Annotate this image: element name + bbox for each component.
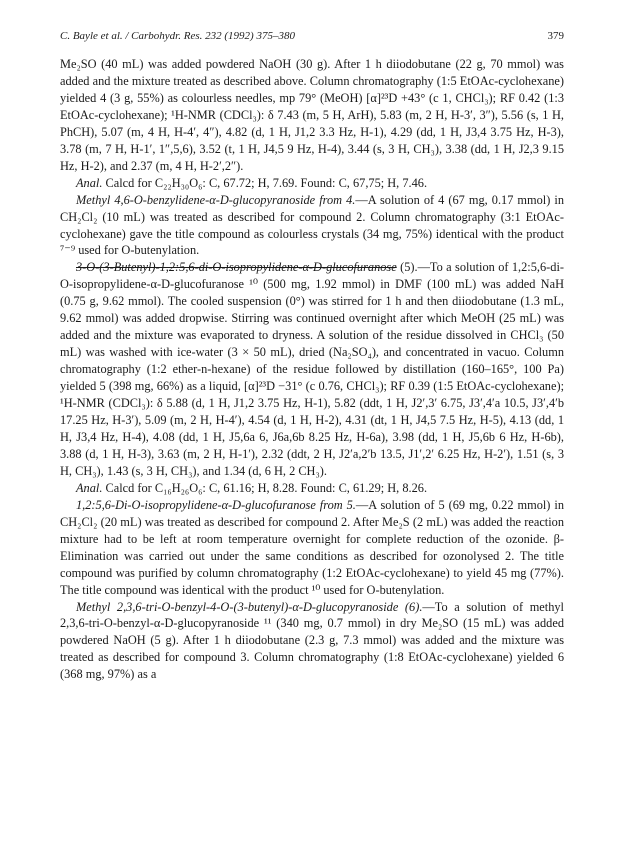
paragraph-text: Me₂SO (40 mL) was added powdered NaOH (30 g). After 1 h diiodobutane (22 g, 70 mmol) was added and the mixture treated as described above. Column chromatography (1:5 EtOAc-cyclohexane) yielded 4 (3 g, 55%) as colourless needles, mp 79° (MeOH) [α]²³D +43° (c 1, CHCl₃); RF 0.42 (1:3 EtOAc-cyclohexane); ¹H-NMR (CDCl₃): δ 7.43 (m, 5 H, ArH), 5.83 (m, 2 H, H-3′, 3″), 5.56 (s, 1 H, PhCH), 5.07 (m, 4 H, H-4′, 4″), 4.82 (d, 1 H, J1,2 3.3 Hz, H-1), 4.29 (dd, 1 H, J3,4 3.75 Hz, H-3), 3.78 (m, 7 H, H-1′, 1″,5,6), 3.52 (t, 1 H, J4,5 9 Hz, H-4), 3.44 (s, 3 H, CH₃), 3.38 (dd, 1 H, J2,3 9.15 Hz, H-2), and 2.37 (m, 4 H, H-2′,2″). (60, 57, 564, 173)
paragraph-text: —A solution of 5 (69 mg, 0.22 mmol) in CH₂Cl₂ (20 mL) was treated as described for compound 2. After Me₂S (2 mL) was added the reaction mixture had to be left at room temperature overnight for complete reduction of the ozonide. β-Elimination was carried out under the same conditions as described for ozonolysed 2. The title compound was purified by column chromatography (1:2 EtOAc-cyclohexane) to yield 45 mg (77%). The title compound was identical with the product ¹⁰ used for O-butenylation. (60, 497, 564, 597)
paragraph-text: (5).—To a solution of 1,2:5,6-di-O-isopropylidene-α-D-glucofuranose ¹⁰ (500 mg, 1.92 mmol) in DMF (100 mL) was added NaH (0.75 g, 9.62 mmol). The cooled suspension (0°) was stirred for 1 h and then diiodobutane (1.3 mL, 9.62 mmol) was added dropwise. Stirring was continued overnight after which MeOH (25 mL) was added and the mixture was evaporated to dryness. A solution of the residue dissolved in CHCl₃ (50 mL) was washed with ice-water (3 × 50 mL), dried (Na₂SO₄), and concentrated in vacuo. Column chromatography (1:2 ether-n-hexane) of the residue followed by distillation (160–165°, 100 Pa) yielded 5 (398 mg, 66%) as a liquid, [α]²³D −31° (c 0.76, CHCl₃); RF 0.39 (1:5 EtOAc-cyclohexane); ¹H-NMR (CDCl₃): δ 5.88 (d, 1 H, J1,2 3.75 Hz, H-1), 5.82 (ddt, 1 H, J2′,3′ 6.75, J3′,4′a 10.5, J3′,4′b 17.25 Hz, H-3′), 5.09 (m, 2 H, H-4′), 4.54 (d, 1 H, H-2), 4.31 (dt, 1 H, J4,5 7.5 Hz, H-5), 4.13 (dd, 1 H, J3,4 Hz, H-4), 4.08 (dd, 1 H, J5,6a 6, J6a,6b 8.25 Hz, H-6a), 3.98 (dd, 1 H, J5,6b 6 Hz, H-6b), 3.88 (d, 1 H, H-3), 3.63 (m, 2 H, H-1′), 2.32 (ddt, 2 H, J2′a,2′b 13.5, J1′,2′ 6.25 Hz, H-2′), 1.51 (s, 3 H, CH₃), 1.43 (s, 3 H, CH₃), and 1.34 (d, 6 H, 2 CH₃). (60, 260, 564, 478)
paragraph-text: Calcd for C₁₆H₂₆O₆: C, 61.16; H, 8.28. Found: C, 61.29; H, 8.26. (102, 480, 428, 495)
paragraph-3 (60, 192, 564, 260)
paragraph-4 (60, 259, 564, 479)
paragraph-heading: 1,2:5,6-Di-O-isopropylidene-α-D-glucofuranose from 5. (76, 497, 356, 512)
paragraph-text: —A solution of 4 (67 mg, 0.17 mmol) in CH₂Cl₂ (10 mL) was treated as described for compound 2. Column chromatography (3:1 EtOAc-cyclohexane) gave the title compound as colourless crystals (34 mg, 75%) identical with the product ⁷⁻⁹ used for O-butenylation. (60, 192, 564, 258)
paragraph-2 (60, 175, 564, 192)
paragraph-5 (60, 480, 564, 497)
paragraph-1 (60, 56, 564, 175)
paragraph-heading: Anal. (76, 175, 103, 190)
citation: C. Bayle et al. / Carbohydr. Res. 232 (1992) 375–380 (60, 30, 295, 42)
paragraph-heading: Methyl 4,6-O-benzylidene-α-D-glucopyranoside from 4. (76, 192, 356, 207)
paragraph-text: —To a solution of methyl 2,3,6-tri-O-benzyl-α-D-glucopyranoside ¹¹ (340 mg, 0.7 mmol) in dry Me₂SO (15 mL) was added powdered NaOH (5 g). After 1 h diiodobutane (2.3 g, 7.3 mmol) was added and the mixture was treated as described for compound 3. Column chromatography (1:8 EtOAc-cyclohexane) yielded 6 (368 mg, 97%) as a (60, 599, 564, 682)
page-number: 379 (547, 30, 564, 42)
paragraph-7 (60, 599, 564, 684)
paragraph-heading: Methyl 2,3,6-tri-O-benzyl-4-O-(3-butenyl)-α-D-glucopyranoside (6). (76, 599, 423, 614)
article-body (60, 56, 564, 683)
paragraph-6 (60, 497, 564, 599)
paragraph-heading: Anal. (76, 480, 103, 495)
paragraph-text: Calcd for C₂₂H₃₀O₆: C, 67.72; H, 7.69. Found: C, 67,75; H, 7.46. (102, 175, 428, 190)
running-header (60, 30, 564, 42)
paragraph-heading: 3-O-(3-Butenyl)-1,2:5,6-di-O-isopropylidene-α-D-glucofuranose (76, 260, 397, 275)
